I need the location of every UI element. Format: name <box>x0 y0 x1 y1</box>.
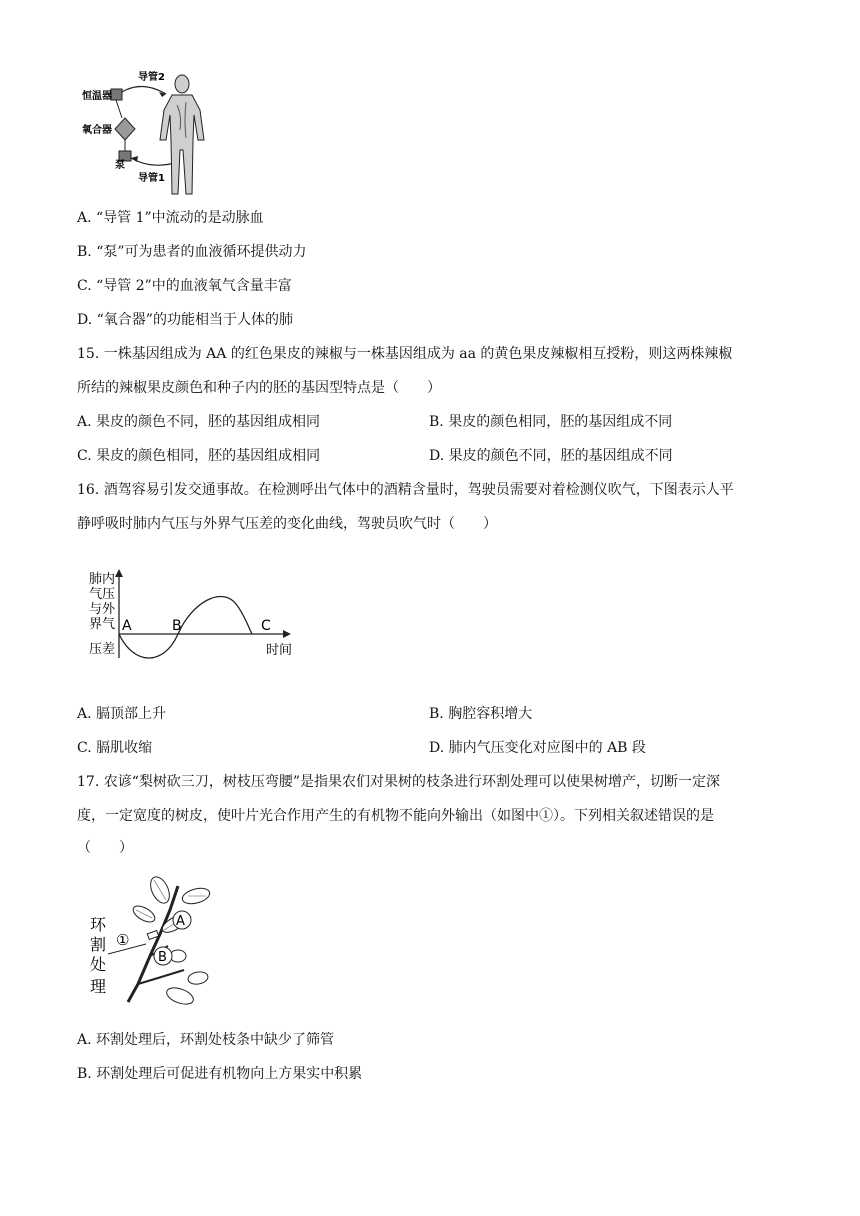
graph-point-a: A <box>122 618 132 634</box>
q15-option-c: C. 果皮的颜色相同，胚的基因组成相同 <box>77 448 321 464</box>
marker-circle-1: ① <box>116 931 130 949</box>
q15-stem-line2: 所结的辣椒果皮颜色和种子内的胚的基因型特点是（ ） <box>77 380 441 396</box>
q16-stem-line2: 静呼吸时肺内气压与外界气压差的变化曲线，驾驶员吹气时（ ） <box>77 516 497 532</box>
graph-ylabel-line4: 界气 <box>89 617 116 632</box>
q14-option-d: D. “氧合器”的功能相当于人体的肺 <box>77 312 293 328</box>
graph-ylabel-line2: 气压 <box>89 587 116 602</box>
main-stem <box>128 886 178 1002</box>
q17-stem-line1: 17. 农谚“梨树砍三刀，树枝压弯腰”是指果农们对果树的枝条进行环割处理可以使果树增产，切断一定深 <box>77 774 721 790</box>
pressure-curve <box>119 596 252 658</box>
graph-ylabel-line3: 与外 <box>89 602 116 617</box>
graph-ylabel-line1: 肺内 <box>89 572 116 587</box>
marker-a: A <box>176 914 185 929</box>
graph-ylabel-line5: 压差 <box>89 642 116 657</box>
marker-b: B <box>158 950 167 965</box>
q14-option-c: C. “导管 2”中的血液氧气含量丰富 <box>77 278 292 294</box>
thermostat-box <box>111 89 122 100</box>
q17-option-b: B. 环割处理后可促进有机物向上方果实中积累 <box>77 1066 363 1082</box>
q16-option-c: C. 膈肌收缩 <box>77 740 153 756</box>
q17-stem-line2: 度，一定宽度的树皮，使叶片光合作用产生的有机物不能向外输出（如图中①）。下列相关叙述错误的是 <box>77 808 714 824</box>
q17-option-a: A. 环割处理后，环割处枝条中缺少了筛管 <box>77 1032 335 1048</box>
label-conduit1: 导管1 <box>138 173 165 184</box>
label-thermostat: 恒温器 <box>82 91 112 102</box>
side-label-2: 割 <box>90 935 107 954</box>
graph-xlabel: 时间 <box>266 643 293 658</box>
q14-option-a: A. “导管 1”中流动的是动脉血 <box>77 210 264 226</box>
q14-option-b: B. “泵”可为患者的血液循环提供动力 <box>77 244 307 260</box>
q16-option-b: B. 胸腔容积增大 <box>429 706 533 722</box>
q17-stem-line3: （ ） <box>77 840 133 856</box>
girdling-diagram <box>88 874 218 1006</box>
q16-option-d: D. 肺内气压变化对应图中的 AB 段 <box>429 740 646 756</box>
leaves <box>131 874 212 1006</box>
pressure-graph <box>84 566 300 662</box>
graph-point-b: B <box>172 618 182 634</box>
q15-option-a: A. 果皮的颜色不同，胚的基因组成相同 <box>77 414 321 430</box>
q15-option-b: B. 果皮的颜色相同，胚的基因组成不同 <box>429 414 673 430</box>
q16-stem-line1: 16. 酒驾容易引发交通事故。在检测呼出气体中的酒精含量时，驾驶员需要对着检测仪吹气，下图表示人平 <box>77 482 734 498</box>
oxygenator-diamond <box>115 118 135 140</box>
side-label-1: 环 <box>90 915 107 934</box>
ecmo-diagram <box>82 70 218 196</box>
graph-point-c: C <box>261 618 271 634</box>
human-figure <box>160 75 204 194</box>
label-pump: 泵 <box>115 160 125 171</box>
side-label-3: 处 <box>90 955 107 974</box>
q15-option-d: D. 果皮的颜色不同，胚的基因组成不同 <box>429 448 673 464</box>
q15-stem-line1: 15. 一株基因组成为 AA 的红色果皮的辣椒与一株基因组成为 aa 的黄色果皮辣椒相互授粉，则这两株辣椒 <box>77 346 733 362</box>
label-conduit2: 导管2 <box>138 72 165 83</box>
q16-option-a: A. 膈顶部上升 <box>77 706 167 722</box>
side-label-4: 理 <box>90 977 107 996</box>
label-oxygenator: 氧合器 <box>82 125 112 136</box>
